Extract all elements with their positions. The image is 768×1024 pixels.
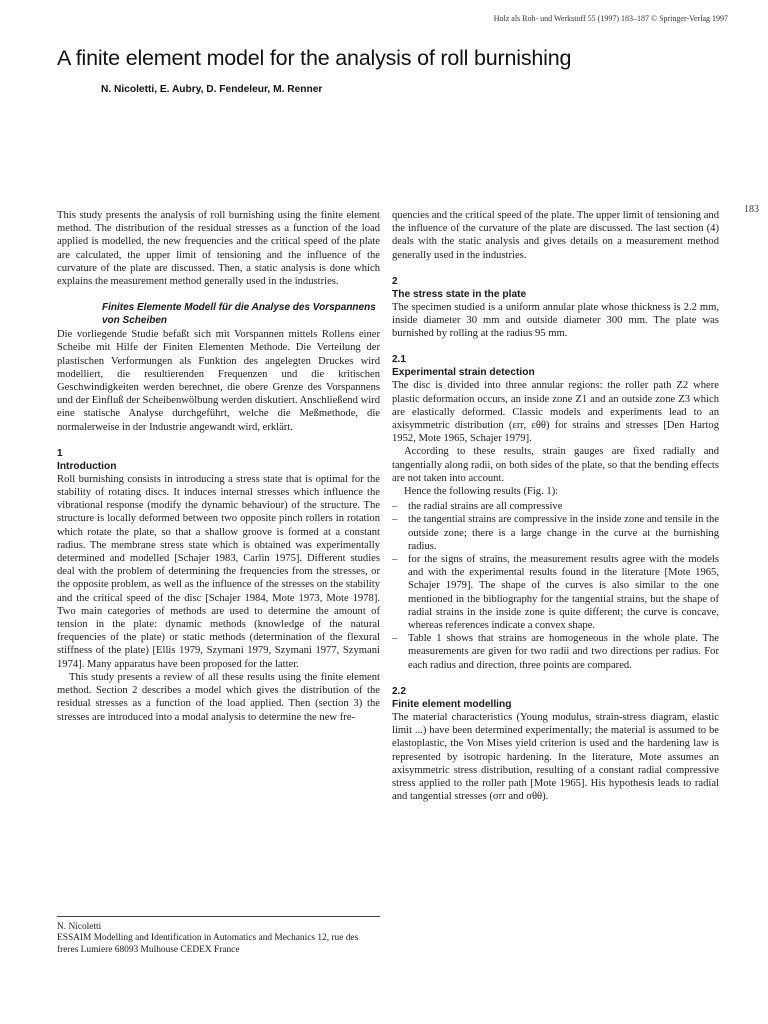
german-abstract: Die vorliegende Studie befaßt sich mit Vorspannen mittels Rollens einer Scheibe mit Hilfe der Finiten Elementen Methode. Die Verteilung der plastischen Verformungen als Funktion des angelegten Druckes wird modelliert, die resultierenden Frequenzen und die kritischen Geschwindigkeiten werden berechnet, die obere Grenze des Vorspannens und der Einfluß der Scheibenwölbung werden diskutiert. Anschließend wird eine statische Analyse durchgeführt, welche die Meßmethode, die normalerweise in der Industrie angewandt wird, erklärt. <box>57 329 380 433</box>
section-2-1-number: 2.1 <box>392 354 406 366</box>
journal-header: Holz als Roh- und Werkstoff 55 (1997) 183–187 © Springer-Verlag 1997 <box>493 14 728 23</box>
footnote-name: N. Nicoletti <box>57 922 102 932</box>
english-abstract: This study presents the analysis of roll burnishing using the finite element method. The distribution of the residual stresses as a function of the load applied is modelled, the new frequencies and the critical speed of the plate are calculated, the upper limit of tensioning and the influence of the curvature of the plate are discussed. Then, a static analysis is done which explains the measurement method generally used in the industries. <box>57 210 380 288</box>
author-footnote <box>57 922 380 956</box>
section-2-1-paragraph: The disc is divided into three annular regions: the roller path Z2 where plastic deformation occurs, an inside zone Z1 and an outside zone Z3 which are elastically deformed. Classic models and experiments lead to an axisymmetric distribution (εrr, εθθ) for strains and stresses [Den Hartog 1952, Mote 1965, Schajer 1979]. <box>392 380 719 445</box>
introduction-continuation: quencies and the critical speed of the plate. The upper limit of tensioning and the influence of the curvature of the plate are discussed. The last section (4) deals with the static analysis and gives details on a measurement method generally used in the industries. <box>392 210 719 261</box>
section-2-1-paragraph: Hence the following results (Fig. 1): <box>404 486 559 498</box>
list-item: – the tangential strains are compressive in the inside zone and tensile in the outside zone; there is a large change in the curve at the burnishing radius. <box>392 513 719 553</box>
section-1-paragraph: Roll burnishing consists in introducing a stress state that is optimal for the stability of rotating discs. It induces internal stresses which influence the vibrational response (modify the dynamic behaviour) of the structure. The structure is locally deformed between two opposite pinch rollers in rotation which rotate the plate, so that a shallow groove is formed at a constant radius. The membrane stress state which is obtained was experimentally determined and modelled [Schajer 1983, Carlin 1975]. Different studies deal with the problem of determining the frequencies from the stresses, or the opposite problem, as well as the influence of the stresses on the stability and the critical speed of the disc [Schajer 1984, Mote 1973, Mote 1978]. Two main categories of methods are used to determine the amount of tension in the plate: dynamic methods (knowledge of the natural frequencies of the plate) or static methods (determination of the flexural stiffness of the plate) [Ellis 1979, Szymani 1979, Szymani 1977, Szymani 1974]. Many apparatus have been proposed for the latter. <box>57 473 380 670</box>
section-2-1-paragraph: According to these results, strain gauges are fixed radially and tangentially along radii, on both sides of the plate, so that the bending effects are not taken into account. <box>392 446 719 484</box>
section-2-2-number: 2.2 <box>392 685 406 697</box>
list-item: – for the signs of strains, the measurement results agree with the models and with the experimental results found in the literature [Mote 1965, Schajer 1979]. The shape of the curves is also similar to the one mentioned in the bibliography for the tangential strains, but the shape of radial strains in the inside zone is quite different; the curve is concave, whereas references indicate a convex shape. <box>392 553 719 632</box>
section-2-1-title: Experimental strain detection <box>392 367 535 379</box>
article-authors: N. Nicoletti, E. Aubry, D. Fendeleur, M. Renner <box>101 84 323 95</box>
section-2-2-title: Finite element modelling <box>392 698 512 710</box>
section-1-title: Introduction <box>57 460 117 472</box>
footnote-divider <box>57 916 380 917</box>
footnote-affiliation: ESSAIM Modelling and Identification in Automatics and Mechanics 12, rue des freres Lumiere 68093 Mulhouse CEDEX France <box>57 933 359 955</box>
section-2-title: The stress state in the plate <box>392 288 527 300</box>
page-number: 183 <box>744 204 759 215</box>
left-column <box>57 209 380 724</box>
right-column <box>392 209 719 803</box>
section-1-paragraph: This study presents a review of all these results using the finite element method. Section 2 describes a model which gives the distribution of the residual stresses as a function of the load applied. Then (section 3) the stresses are introduced into a modal analysis to determine the new fre- <box>57 671 380 723</box>
section-2-2-paragraph: The material characteristics (Young modulus, strain-stress diagram, elastic limit ...) have been determined experimentally; the material is assumed to be elastoplastic, the Von Mises yield criterion is used and the hardening law is represented by isotropic hardening. In the literature, Mote assumes an axisymmetric stress distribution, resulting of a constant radial compressive stress applied to the roller path [Mote 1965]. His hypothesis leads to radial and tangential stresses (σrr and σθθ). <box>392 711 719 803</box>
article-title: A finite element model for the analysis of roll burnishing <box>57 46 572 70</box>
section-1-number: 1 <box>57 447 63 459</box>
results-list <box>392 500 719 672</box>
section-2-number: 2 <box>392 275 398 287</box>
list-item: – Table 1 shows that strains are homogeneous in the whole plate. The measurements are given for two radii and two directions per radius. For each radius and direction, three points are compared. <box>392 632 719 672</box>
list-item: – the radial strains are all compressive <box>392 500 719 513</box>
section-2-paragraph: The specimen studied is a uniform annular plate whose thickness is 2.2 mm, inside diameter 30 mm and outside diameter 300 mm. The plate was burnished by rolling at the radius 95 mm. <box>392 301 719 340</box>
german-title: Finites Elemente Modell für die Analyse des Vorspannens von Scheiben <box>102 302 376 326</box>
